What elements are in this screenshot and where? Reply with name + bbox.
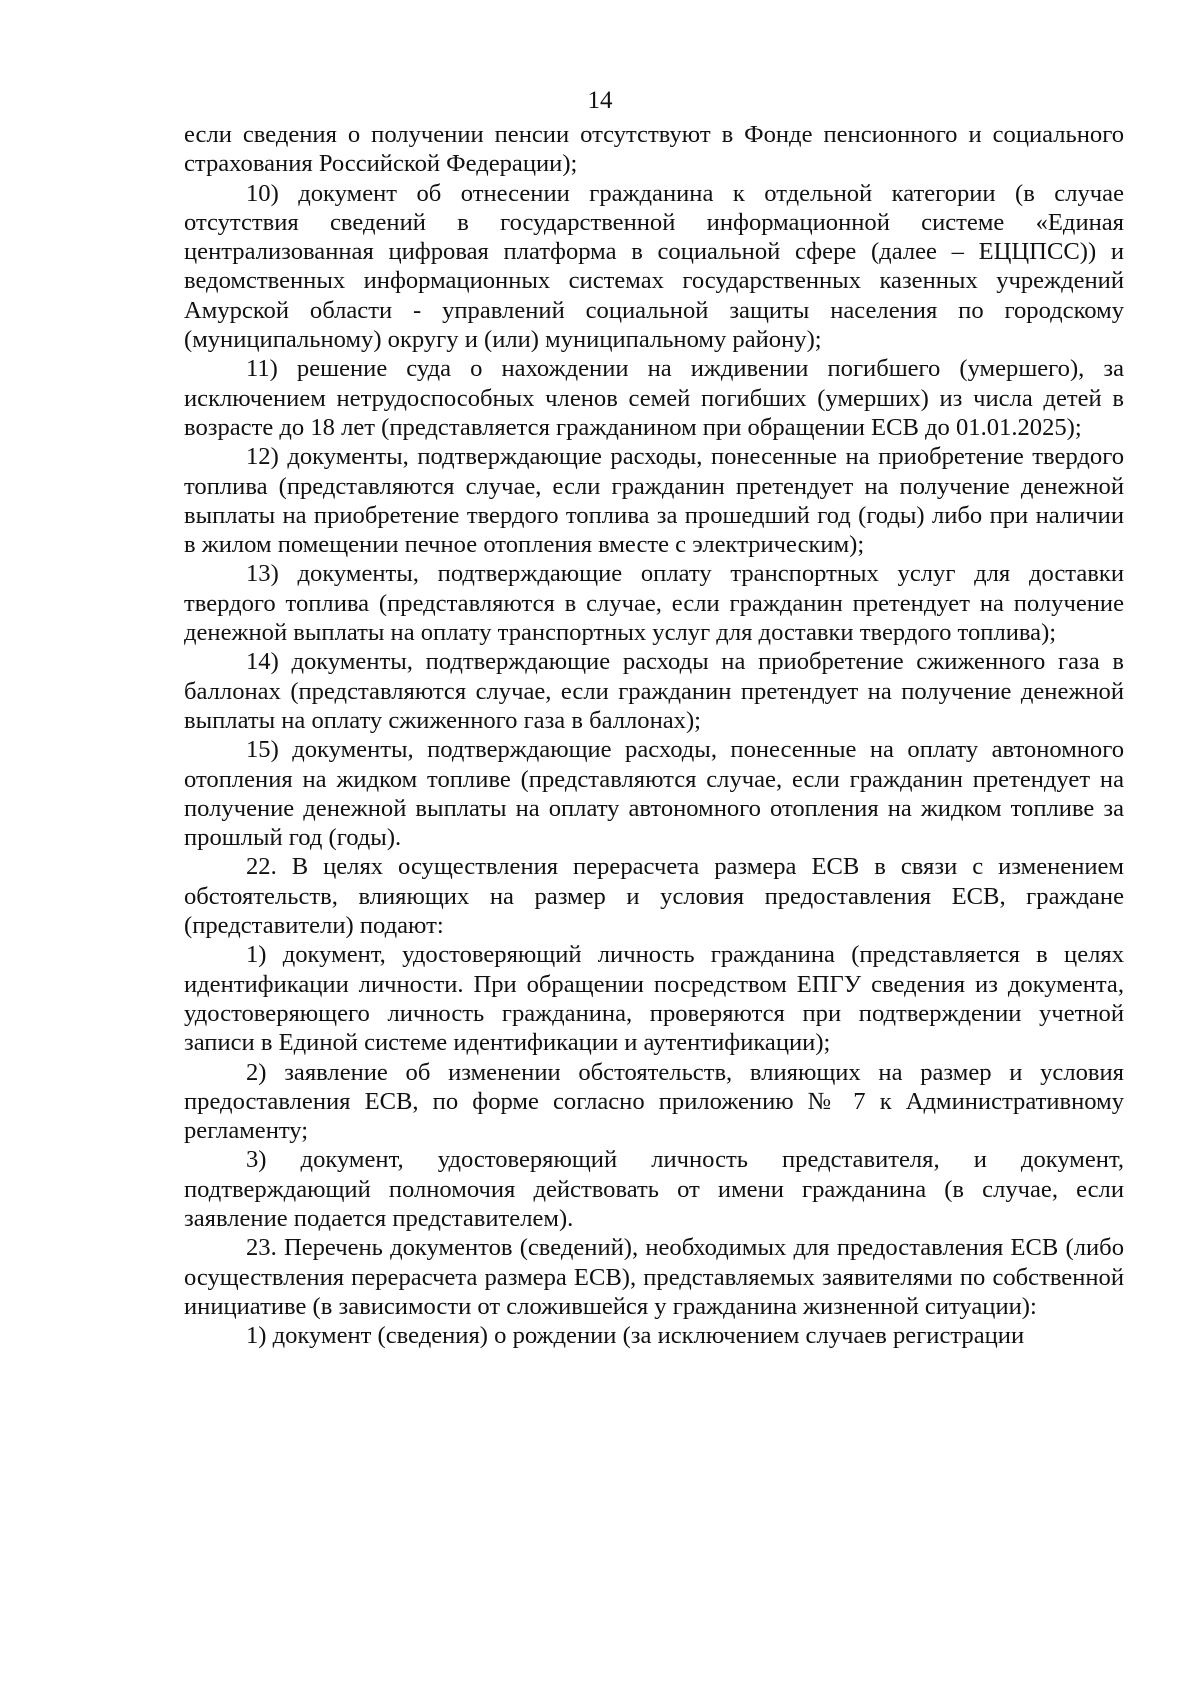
paragraph: 23. Перечень документов (сведений), необходимых для предоставления ЕСВ (либо осуществления перерасчета размера ЕСВ), представляемых заявителями по собственной инициативе (в зависимости от сложившейся у гражданина жизненной ситуации): [184, 1234, 1124, 1320]
paragraph: 22. В целях осуществления перерасчета размера ЕСВ в связи с изменением обстоятельств, влияющих на размер и условия предоставления ЕСВ, граждане (представители) подают: [184, 853, 1124, 940]
paragraph: 1) документ, удостоверяющий личность гражданина (представляется в целях идентификации личности. При обращении посредством ЕПГУ сведения из документа, удостоверяющего личность гражданина, проверяются при подтверждении учетной записи в Единой системе идентификации и аутентификации); [184, 941, 1124, 1057]
paragraph: 12) документы, подтверждающие расходы, понесенные на приобретение твердого топлива (представляются случае, если гражданин претендует на получение денежной выплаты на приобретение твердого топлива за прошедший год (годы) либо при наличии в жилом помещении печное отопления вместе с электрическим); [184, 443, 1124, 559]
paragraph: 2) заявление об изменении обстоятельств, влияющих на размер и условия предоставления ЕСВ, по форме согласно приложению № 7 к Административному регламенту; [184, 1058, 1124, 1145]
paragraph: 13) документы, подтверждающие оплату транспортных услуг для доставки твердого топлива (представляются в случае, если гражданин претендует на получение денежной выплаты на оплату транспортных услуг для доставки твердого топлива); [184, 560, 1124, 647]
paragraph: 15) документы, подтверждающие расходы, понесенные на оплату автономного отопления на жидком топливе (представляются случае, если гражданин претендует на получение денежной выплаты на оплату автономного отопления на жидком топливе за прошлый год (годы). [184, 736, 1124, 852]
page-number: 14 [587, 87, 613, 114]
paragraph: 14) документы, подтверждающие расходы на приобретение сжиженного газа в баллонах (представляются случае, если гражданин претендует на получение денежной выплаты на оплату сжиженного газа в баллонах); [184, 648, 1124, 734]
paragraph: если сведения о получении пенсии отсутствуют в Фонде пенсионного и социального страхования Российской Федерации); [184, 121, 1124, 178]
paragraph: 11) решение суда о нахождении на иждивении погибшего (умершего), за исключением нетрудоспособных членов семей погибших (умерших) из числа детей в возрасте до 18 лет (представляется гражданином при обращении ЕСВ до 01.01.2025); [184, 355, 1124, 441]
paragraph: 1) документ (сведения) о рождении (за исключением случаев регистрации [246, 1322, 1025, 1350]
document-body [184, 120, 1124, 1350]
paragraph: 3) документ, удостоверяющий личность представителя, и документ, подтверждающий полномочия действовать от имени гражданина (в случае, если заявление подается представителем). [184, 1146, 1124, 1232]
paragraph: 10) документ об отнесении гражданина к отдельной категории (в случае отсутствия сведений в государственной информационной системе «Единая централизованная цифровая платформа в социальной сфере (далее – ЕЦЦПСС)) и ведомственных информационных системах государственных казенных учреждений Амурской области - управлений социальной защиты населения по городскому (муниципальному) округу и (или) муниципальному району); [184, 179, 1124, 354]
